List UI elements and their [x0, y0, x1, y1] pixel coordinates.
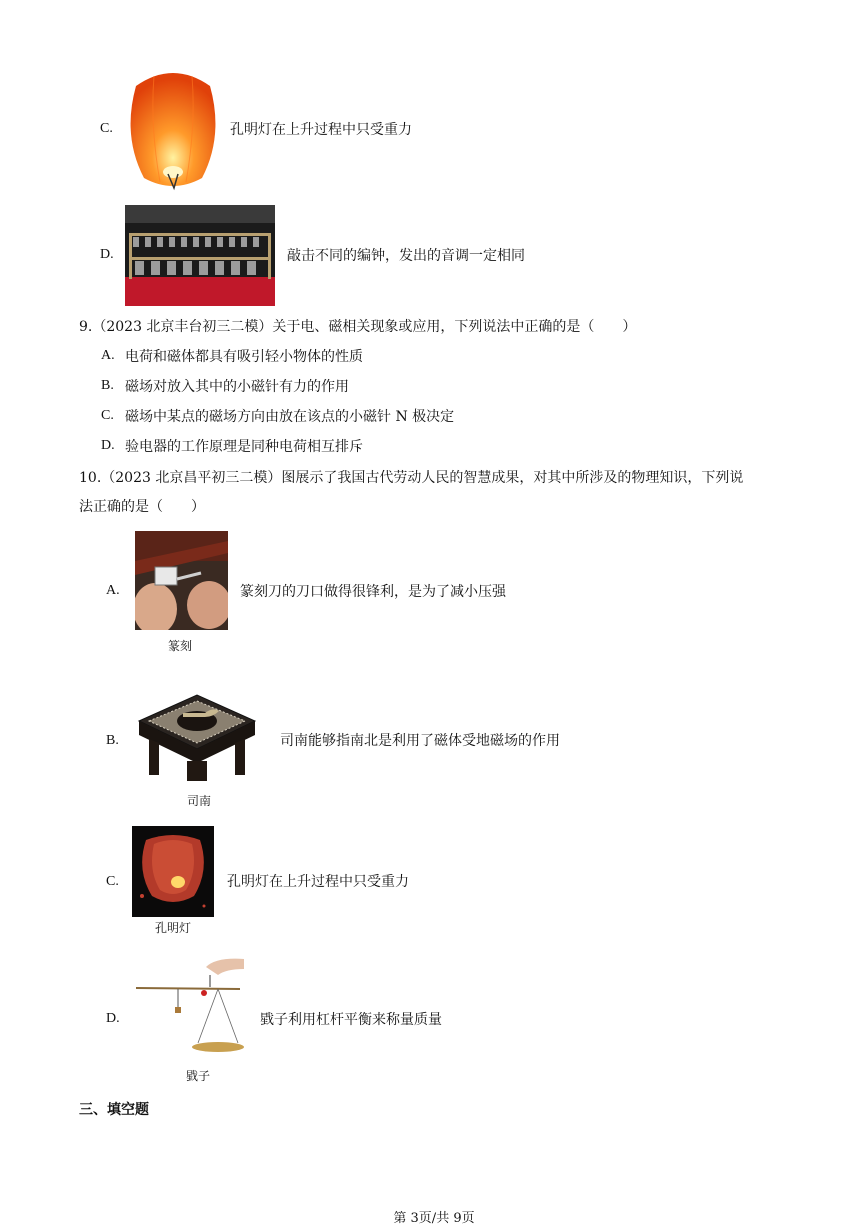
q10-option-c-letter: C. — [106, 874, 119, 889]
q10-option-a-letter: A. — [106, 583, 120, 598]
section-title-fill-in: 三、填空题 — [79, 1102, 149, 1118]
page-footer: 第 3页/共 9页 — [393, 1211, 475, 1226]
q8-option-d-letter: D. — [100, 247, 114, 262]
q10-option-b-text: 司南能够指南北是利用了磁体受地磁场的作用 — [280, 733, 560, 749]
sky-lantern-image — [124, 66, 222, 194]
q9-stem: 9.（2023 北京丰台初三二模）关于电、磁相关现象或应用，下列说法中正确的是（ ） — [79, 319, 637, 335]
q9-option-c-letter: C. — [101, 408, 114, 423]
q10-option-c-caption: 孔明灯 — [154, 921, 191, 935]
q9-option-b-text: 磁场对放入其中的小磁针有力的作用 — [125, 379, 349, 395]
seal-carving-image — [135, 531, 228, 630]
q8-option-d-text: 敲击不同的编钟，发出的音调一定相同 — [287, 248, 525, 264]
q10-option-a-text: 篆刻刀的刀口做得很锋利，是为了减小压强 — [240, 584, 506, 600]
q9-option-c-text: 磁场中某点的磁场方向由放在该点的小磁针 N 极决定 — [125, 409, 455, 425]
q9-option-d-text: 验电器的工作原理是同种电荷相互排斥 — [125, 439, 363, 455]
bianzhong-bells-image — [125, 205, 275, 306]
q8-option-c-letter: C. — [100, 121, 113, 136]
q10-option-a-caption: 篆刻 — [167, 639, 192, 653]
q10-stem-line2: 法正确的是（ ） — [79, 499, 205, 515]
sinan-compass-image — [131, 677, 263, 782]
q10-option-b-letter: B. — [106, 733, 119, 748]
q9-option-b-letter: B. — [101, 378, 114, 393]
night-lantern-image — [132, 826, 214, 917]
q10-option-d-letter: D. — [106, 1011, 120, 1026]
q8-option-c-text: 孔明灯在上升过程中只受重力 — [230, 122, 412, 138]
q10-stem-line1: 10.（2023 北京昌平初三二模）图展示了我国古代劳动人民的智慧成果，对其中所涉及的物理知识，下列说 — [79, 470, 744, 486]
steelyard-image — [136, 953, 248, 1057]
q9-option-d-letter: D. — [101, 438, 115, 453]
q10-option-b-caption: 司南 — [186, 794, 211, 808]
q9-option-a-text: 电荷和磁体都具有吸引轻小物体的性质 — [125, 349, 363, 365]
q10-option-d-caption: 戥子 — [185, 1069, 210, 1083]
q10-option-c-text: 孔明灯在上升过程中只受重力 — [227, 874, 409, 890]
q9-option-a-letter: A. — [101, 348, 115, 363]
q10-option-d-text: 戥子利用杠杆平衡来称量质量 — [260, 1012, 442, 1028]
